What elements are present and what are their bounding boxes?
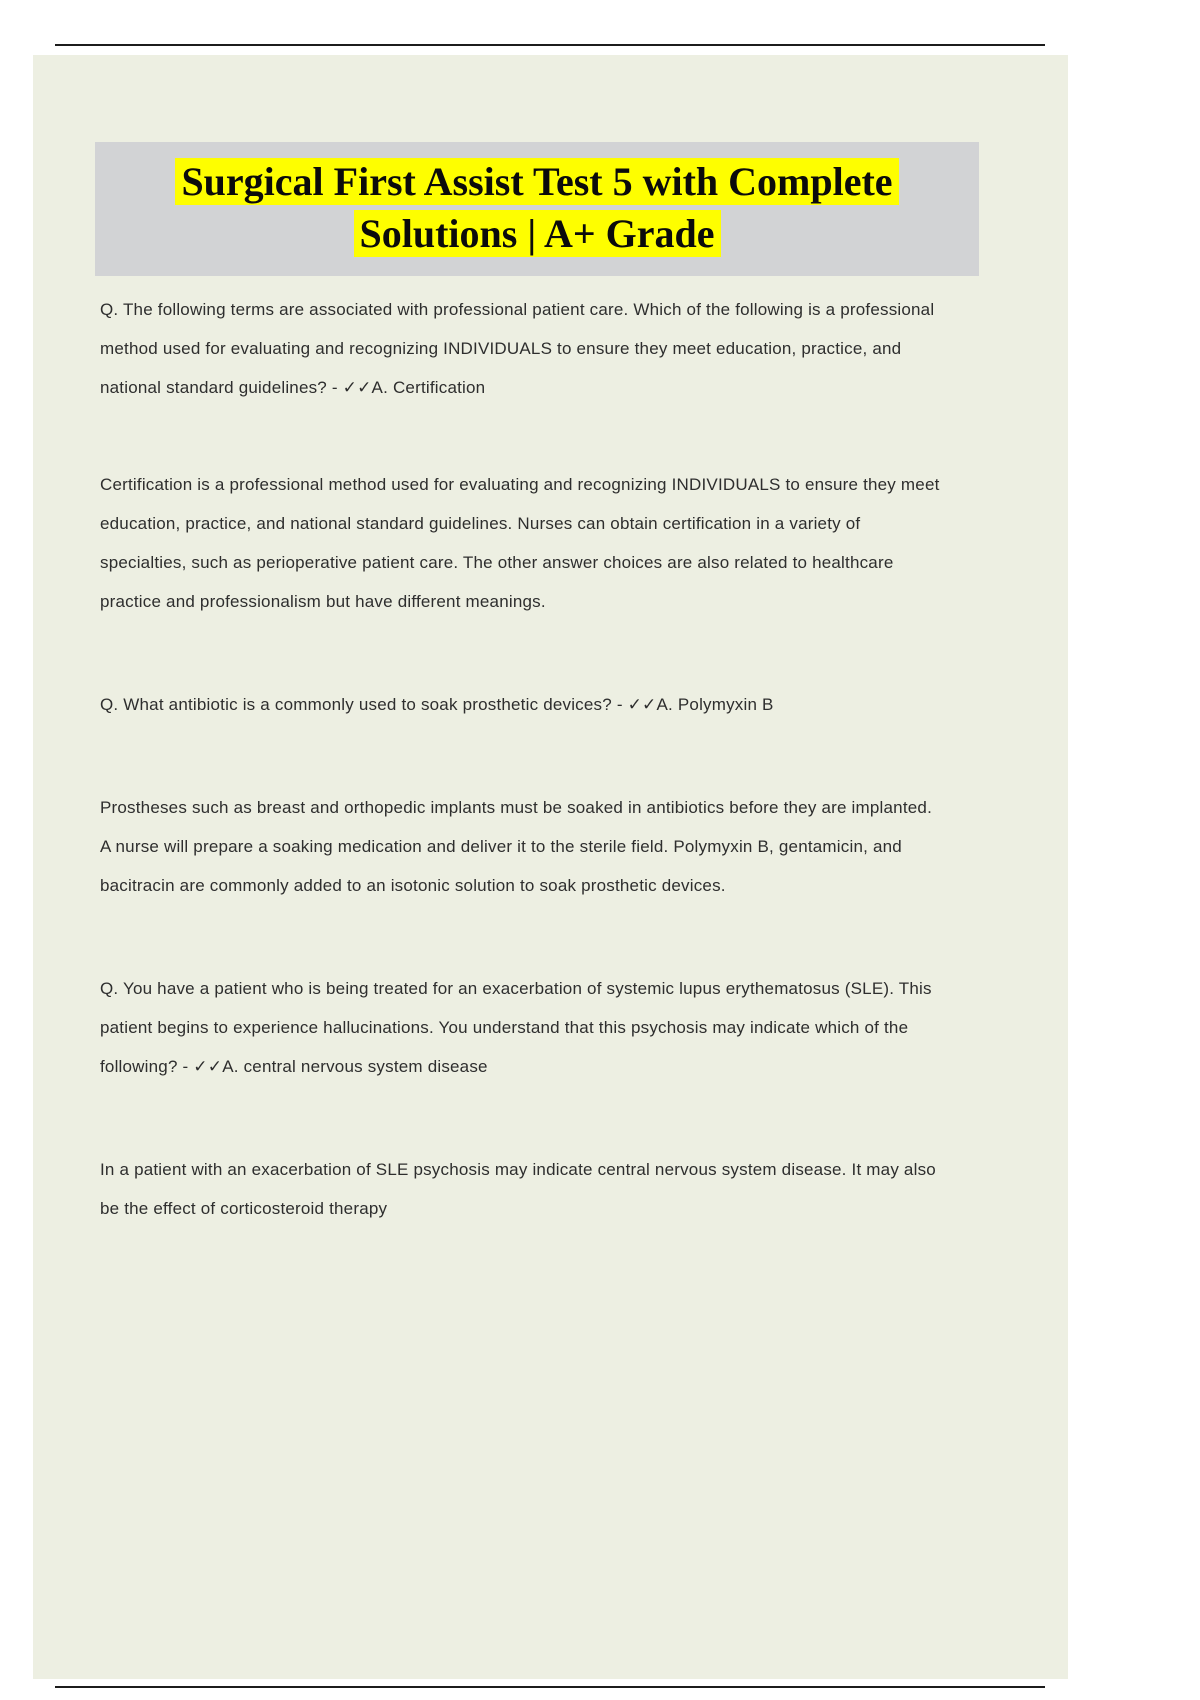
page-title-line-1: [95, 156, 979, 208]
explanation-paragraph: In a patient with an exacerbation of SLE psychosis may indicate central nervous system disease. It may also be the effect of corticosteroid therapy: [100, 1160, 936, 1218]
page-title-highlight-2: Solutions | A+ Grade: [354, 210, 721, 257]
bottom-horizontal-rule: [55, 1686, 1045, 1688]
page-title-highlight-1: Surgical First Assist Test 5 with Complete: [175, 158, 898, 205]
question-paragraph: Q. The following terms are associated with professional patient care. Which of the following is a professional method used for evaluating and recognizing INDIVIDUALS to ensure they meet education, practice, and national standard guidelines? - ✓✓A. Certification: [100, 300, 935, 397]
explanation-paragraph: Prostheses such as breast and orthopedic implants must be soaked in antibiotics before they are implanted. A nurse will prepare a soaking medication and deliver it to the sterile field. Polymyxin B, gentamicin, and bacitracin are commonly added to an isotonic solution to soak prosthetic devices.: [100, 798, 932, 895]
document-body: [100, 290, 945, 1286]
page-title-line-2: [95, 208, 979, 260]
top-horizontal-rule: [55, 44, 1045, 46]
question-paragraph: Q. What antibiotic is a commonly used to soak prosthetic devices? - ✓✓A. Polymyxin B: [100, 695, 774, 714]
title-block: [95, 142, 979, 276]
explanation-paragraph: Certification is a professional method used for evaluating and recognizing INDIVIDUALS to ensure they meet education, practice, and national standard guidelines. Nurses can obtain certification in a variety of specialties, such as perioperative patient care. The other answer choices are also related to healthcare practice and professionalism but have different meanings.: [100, 475, 940, 611]
question-paragraph: Q. You have a patient who is being treated for an exacerbation of systemic lupus erythematosus (SLE). This patient begins to experience hallucinations. You understand that this psychosis may indicate which of the following? - ✓✓A. central nervous system disease: [100, 979, 932, 1076]
